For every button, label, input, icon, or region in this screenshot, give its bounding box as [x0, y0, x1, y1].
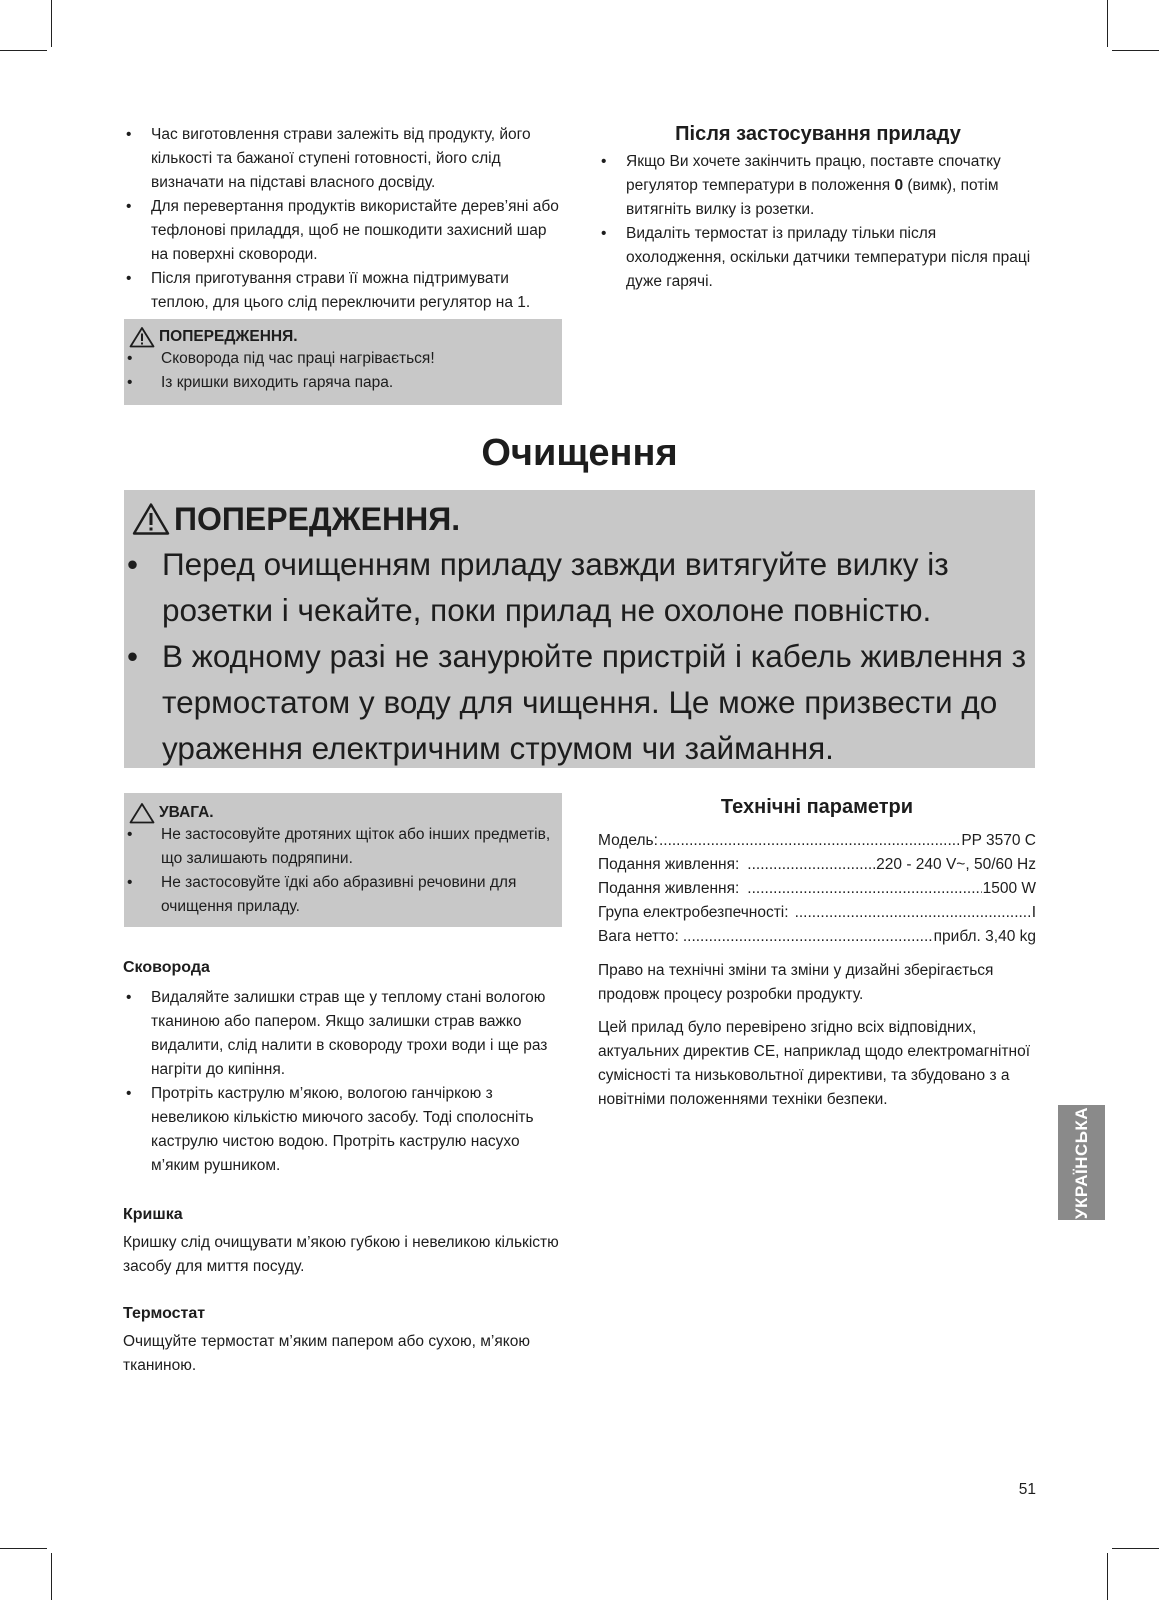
list-item: • Не застосовуйте дротяних щіток або інших предметів, що залишають подряпини.: [124, 823, 562, 871]
after-use-section: [598, 122, 1038, 294]
warning-title-text: ПОПЕРЕДЖЕННЯ.: [159, 328, 298, 345]
spec-label: Модель:: [598, 832, 658, 849]
spec-leader: [683, 925, 933, 949]
warning-icon: [132, 502, 170, 536]
list-item: • Протріть каструлю м’якою, вологою ганчіркою з невеликою кількістю миючого засобу. Тоді сполосніть каструлю чистою водою. Протріть каструлю насухо м’яким рушником.: [123, 1082, 563, 1178]
usage-tips-list: [123, 123, 563, 315]
list-item: • Час виготовлення страви залежіть від продукту, його кількості та бажаної ступені готовності, його слід визначати на підставі власного досвіду.: [123, 123, 563, 195]
spec-label: Група електробезпечності:: [598, 904, 789, 921]
lid-title: Кришка: [123, 1206, 183, 1223]
spec-row: [598, 853, 1036, 877]
list-item: • Перед очищенням приладу завжди витягуйте вилку із розетки і чекайте, поки прилад не охолоне повністю.: [124, 541, 1029, 633]
specs-note: Право на технічні зміни та зміни у дизайні зберігається продовж процесу розробки продукту.: [598, 962, 994, 1003]
list-item: • Після приготування страви її можна підтримувати теплою, для цього слід переключити регулятор на 1.: [123, 267, 563, 315]
after-use-title: Після застосування приладу: [675, 123, 961, 145]
warning-list: [124, 541, 1029, 771]
spec-leader: [747, 853, 875, 877]
spec-value: 220 - 240 V~, 50/60 Hz: [876, 856, 1036, 873]
list-item: • В жодному разі не занурюйте пристрій і кабель живлення з термостатом у воду для чищення. Це може призвести до ураження електричним струмом чи займання.: [124, 633, 1029, 771]
compliance-note: Цей прилад було перевірено згідно всіх відповідних, актуальних директив CE, наприклад щодо електромагнітної сумісності та низьковольтної директиви, та збудовано з а новітніми положеннями техніки безпеки.: [598, 1019, 1031, 1108]
warning-title: [124, 319, 562, 349]
crop-mark: [51, 1553, 52, 1600]
thermostat-section: [123, 1302, 563, 1378]
cleaning-title: Очищення: [481, 432, 678, 474]
crop-mark: [51, 0, 52, 47]
spec-leader: [659, 829, 960, 853]
warning-title: [124, 490, 1035, 539]
thermostat-title: Термостат: [123, 1305, 206, 1322]
spec-value: PP 3570 C: [961, 832, 1036, 849]
crop-mark: [1112, 1548, 1159, 1549]
caution-icon: [129, 802, 155, 824]
pan-section: [123, 956, 563, 1178]
specs-table: [598, 829, 1036, 949]
list-item: • Із кришки виходить гаряча пара.: [124, 371, 562, 395]
thermostat-text: Очищуйте термостат м’яким папером або сухою, м’якою тканиною.: [123, 1333, 530, 1374]
page-number: 51: [1018, 1481, 1036, 1498]
warning-title-text: ПОПЕРЕДЖЕННЯ.: [174, 501, 461, 537]
after-use-item-bold: 0: [894, 177, 904, 194]
lid-section: [123, 1203, 563, 1279]
spec-label: Вага нетто:: [598, 928, 679, 945]
spec-label: Подання живлення:: [598, 856, 740, 873]
list-item: • Для перевертання продуктів використайте дерев’яні або тефлонові приладдя, щоб не пошкодити захисний шар на поверхні сковороди.: [123, 195, 563, 267]
specs-section: [598, 795, 1036, 1112]
spec-value: 1500 W: [982, 880, 1036, 897]
spec-value: I: [1031, 904, 1036, 921]
crop-mark: [0, 50, 47, 51]
crop-mark: [1107, 0, 1108, 47]
spec-row: [598, 925, 1036, 949]
caution-title-text: УВАГА.: [159, 804, 214, 821]
pan-title: Сковорода: [123, 959, 210, 976]
warning-list: [124, 347, 562, 395]
crop-mark: [0, 1548, 47, 1549]
spec-label: Подання живлення:: [598, 880, 740, 897]
spec-leader: [795, 901, 1031, 925]
warning-box-small: [124, 319, 562, 405]
warning-box-large: [124, 490, 1035, 768]
after-use-item-text: (вимк), потім витягніть вилку із розетки.: [626, 177, 999, 218]
list-item: • Не застосовуйте їдкі або абразивні речовини для очищення приладу.: [124, 871, 562, 919]
list-item: • Сковорода під час праці нагрівається!: [124, 347, 562, 371]
language-tab-label: УКРАЇНСЬКА: [1071, 1106, 1091, 1219]
lid-text: Кришку слід очищувати м’якою губкою і невеликою кількістю засобу для миття посуду.: [123, 1234, 559, 1275]
caution-title: [124, 793, 562, 825]
usage-tips: [123, 123, 563, 315]
list-item: • Видаліть термостат із приладу тільки після охолодження, оскільки датчики температури після праці дуже гарячі.: [598, 222, 1038, 294]
warning-icon: [129, 326, 155, 348]
spec-row: [598, 901, 1036, 925]
spec-leader: [747, 877, 981, 901]
language-tab: [1058, 1105, 1105, 1220]
spec-row: [598, 877, 1036, 901]
pan-list: [123, 986, 563, 1178]
spec-value: прибл. 3,40 kg: [933, 928, 1036, 945]
after-use-list: [598, 150, 1038, 294]
crop-mark: [1112, 50, 1159, 51]
after-use-item-text: Якщо Ви хочете закінчить працю, поставте спочатку регулятор температури в положення: [626, 153, 1001, 194]
specs-title: Технічні параметри: [720, 796, 914, 818]
caution-box: [124, 793, 562, 927]
spec-row: [598, 829, 1036, 853]
list-item: [598, 150, 1038, 222]
crop-mark: [1107, 1553, 1108, 1600]
caution-list: [124, 823, 562, 919]
list-item: • Видаляйте залишки страв ще у теплому стані вологою тканиною або папером. Якщо залишки страв важко видалити, слід налити в сковороду трохи води і ще раз нагріти до кипіння.: [123, 986, 563, 1082]
